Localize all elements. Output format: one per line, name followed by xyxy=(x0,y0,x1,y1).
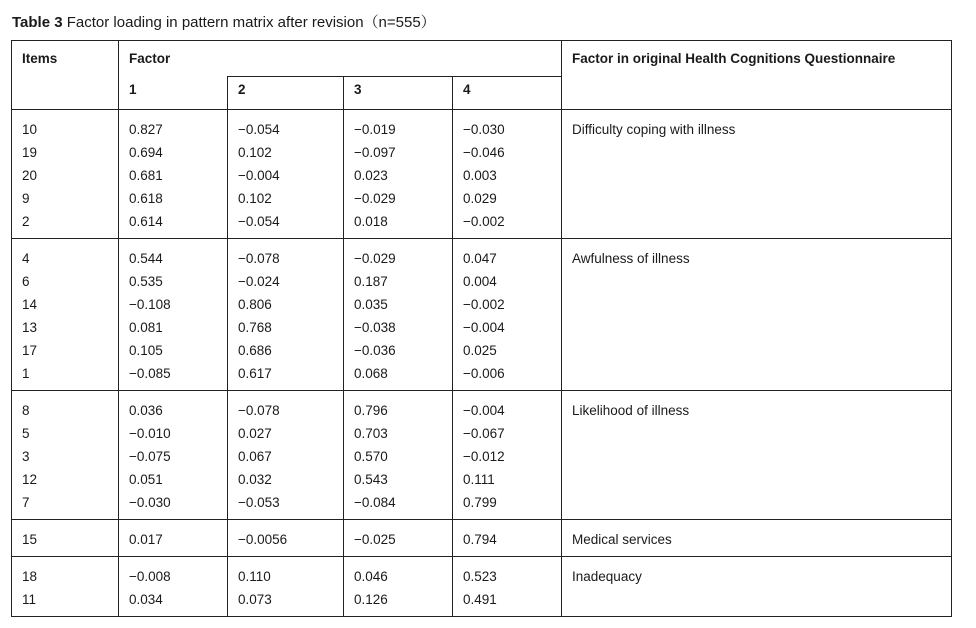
factor-2-cell xyxy=(228,239,344,391)
table-label: Table 3 xyxy=(12,14,63,31)
loading-value: 0.543 xyxy=(354,472,388,487)
loading-value: 0.029 xyxy=(463,191,497,206)
loading-value: −0.046 xyxy=(463,145,505,160)
loading-value: −0.010 xyxy=(129,426,171,441)
loading-value: −0.078 xyxy=(238,403,280,418)
item-number: 18 xyxy=(22,569,38,584)
loading-value: 0.686 xyxy=(238,343,272,358)
factor-1-cell xyxy=(119,110,228,239)
item-number: 1 xyxy=(22,366,30,381)
loading-value: −0.108 xyxy=(129,297,171,312)
item-number: 11 xyxy=(22,592,37,607)
loading-value: 0.535 xyxy=(129,274,163,289)
loading-value: −0.029 xyxy=(354,191,396,206)
factor-group-row xyxy=(12,239,952,391)
loading-value: 0.794 xyxy=(463,532,497,547)
loading-value: 0.827 xyxy=(129,122,163,137)
loading-value: 0.023 xyxy=(354,168,388,183)
factor-1-cell xyxy=(119,239,228,391)
original-factor-header: Factor in original Health Cognitions Questionnaire xyxy=(562,41,952,110)
loading-value: 0.126 xyxy=(354,592,388,607)
factor-4-header: 4 xyxy=(453,77,562,110)
item-cell xyxy=(12,520,119,557)
item-cell xyxy=(12,391,119,520)
loading-value: 0.570 xyxy=(354,449,388,464)
original-factor-name: Medical services xyxy=(572,532,672,547)
items-header: Items xyxy=(12,41,119,110)
item-number: 8 xyxy=(22,403,30,418)
loading-value: −0.075 xyxy=(129,449,171,464)
loading-value: −0.078 xyxy=(238,251,280,266)
loading-value: 0.032 xyxy=(238,472,272,487)
item-number: 20 xyxy=(22,168,38,183)
factor-1-header: 1 xyxy=(119,77,228,110)
factor-2-cell xyxy=(228,391,344,520)
loading-value: −0.036 xyxy=(354,343,396,358)
factor-4-cell xyxy=(453,520,562,557)
factor-4-cell xyxy=(453,391,562,520)
item-number: 10 xyxy=(22,122,38,137)
loading-value: −0.019 xyxy=(354,122,396,137)
loading-value: −0.008 xyxy=(129,569,171,584)
loading-value: −0.004 xyxy=(238,168,280,183)
table-title: Factor loading in pattern matrix after revision（n=555） xyxy=(66,14,436,31)
loading-value: −0.067 xyxy=(463,426,505,441)
loading-value: −0.029 xyxy=(354,251,396,266)
loading-value: 0.067 xyxy=(238,449,272,464)
original-factor-cell xyxy=(562,391,952,520)
factor-loading-table xyxy=(11,40,952,617)
loading-value: 0.110 xyxy=(238,569,271,584)
factor-1-cell xyxy=(119,557,228,617)
factor-2-cell xyxy=(228,557,344,617)
original-factor-name: Awfulness of illness xyxy=(572,251,690,266)
factor-2-cell xyxy=(228,520,344,557)
table-caption xyxy=(12,14,436,32)
factor-3-cell xyxy=(344,391,453,520)
loading-value: 0.036 xyxy=(129,403,163,418)
original-factor-cell xyxy=(562,110,952,239)
loading-value: 0.035 xyxy=(354,297,388,312)
factor-header: Factor xyxy=(119,41,562,77)
loading-value: 0.617 xyxy=(238,366,272,381)
loading-value: −0.002 xyxy=(463,297,505,312)
loading-value: −0.025 xyxy=(354,532,396,547)
loading-value: 0.073 xyxy=(238,592,272,607)
loading-value: 0.105 xyxy=(129,343,163,358)
loading-value: −0.038 xyxy=(354,320,396,335)
item-number: 5 xyxy=(22,426,30,441)
loading-value: 0.768 xyxy=(238,320,272,335)
loading-value: −0.053 xyxy=(238,495,280,510)
original-factor-name: Likelihood of illness xyxy=(572,403,690,418)
loading-value: 0.681 xyxy=(129,168,163,183)
original-factor-cell xyxy=(562,520,952,557)
loading-value: 0.046 xyxy=(354,569,388,584)
original-factor-cell xyxy=(562,557,952,617)
loading-value: −0.0056 xyxy=(238,532,288,547)
loading-value: −0.085 xyxy=(129,366,171,381)
factor-group-row xyxy=(12,520,952,557)
loading-value: 0.017 xyxy=(129,532,163,547)
loading-value: −0.054 xyxy=(238,214,280,229)
loading-value: 0.806 xyxy=(238,297,272,312)
loading-value: 0.799 xyxy=(463,495,497,510)
item-number: 19 xyxy=(22,145,38,160)
factor-1-cell xyxy=(119,520,228,557)
item-number: 14 xyxy=(22,297,38,312)
factor-1-cell xyxy=(119,391,228,520)
loading-value: −0.024 xyxy=(238,274,280,289)
item-number: 15 xyxy=(22,532,38,547)
factor-3-cell xyxy=(344,110,453,239)
item-number: 7 xyxy=(22,495,30,510)
loading-value: 0.102 xyxy=(238,145,272,160)
loading-value: 0.034 xyxy=(129,592,163,607)
item-number: 12 xyxy=(22,472,38,487)
original-factor-name: Inadequacy xyxy=(572,569,642,584)
item-number: 17 xyxy=(22,343,38,358)
item-cell xyxy=(12,110,119,239)
loading-value: 0.027 xyxy=(238,426,272,441)
item-number: 2 xyxy=(22,214,30,229)
loading-value: 0.703 xyxy=(354,426,388,441)
factor-group-row xyxy=(12,557,952,617)
item-number: 13 xyxy=(22,320,38,335)
factor-4-cell xyxy=(453,557,562,617)
factor-group-row xyxy=(12,391,952,520)
loading-value: −0.084 xyxy=(354,495,396,510)
loading-value: −0.004 xyxy=(463,320,505,335)
loading-value: 0.618 xyxy=(129,191,163,206)
loading-value: −0.012 xyxy=(463,449,505,464)
loading-value: 0.102 xyxy=(238,191,272,206)
original-factor-name: Difficulty coping with illness xyxy=(572,122,736,137)
factor-3-header: 3 xyxy=(344,77,453,110)
loading-value: −0.097 xyxy=(354,145,396,160)
loading-value: 0.025 xyxy=(463,343,497,358)
loading-value: 0.544 xyxy=(129,251,163,266)
loading-value: −0.054 xyxy=(238,122,280,137)
factor-3-cell xyxy=(344,239,453,391)
loading-value: −0.004 xyxy=(463,403,505,418)
original-factor-cell xyxy=(562,239,952,391)
factor-2-cell xyxy=(228,110,344,239)
loading-value: 0.018 xyxy=(354,214,388,229)
loading-value: 0.187 xyxy=(354,274,388,289)
factor-group-row xyxy=(12,110,952,239)
loading-value: 0.004 xyxy=(463,274,497,289)
loading-value: −0.002 xyxy=(463,214,505,229)
loading-value: −0.030 xyxy=(129,495,171,510)
loading-value: 0.081 xyxy=(129,320,163,335)
factor-4-cell xyxy=(453,239,562,391)
loading-value: 0.614 xyxy=(129,214,163,229)
loading-value: 0.796 xyxy=(354,403,388,418)
loading-value: −0.030 xyxy=(463,122,505,137)
loading-value: 0.051 xyxy=(129,472,163,487)
loading-value: −0.006 xyxy=(463,366,505,381)
loading-value: 0.068 xyxy=(354,366,388,381)
factor-3-cell xyxy=(344,520,453,557)
factor-3-cell xyxy=(344,557,453,617)
item-number: 6 xyxy=(22,274,30,289)
factor-2-header: 2 xyxy=(228,77,344,110)
item-number: 9 xyxy=(22,191,30,206)
loading-value: 0.694 xyxy=(129,145,163,160)
factor-4-cell xyxy=(453,110,562,239)
loading-value: 0.491 xyxy=(463,592,497,607)
loading-value: 0.047 xyxy=(463,251,497,266)
loading-value: 0.523 xyxy=(463,569,497,584)
item-cell xyxy=(12,239,119,391)
loading-value: 0.111 xyxy=(463,472,495,487)
item-cell xyxy=(12,557,119,617)
loading-value: 0.003 xyxy=(463,168,497,183)
item-number: 3 xyxy=(22,449,30,464)
item-number: 4 xyxy=(22,251,30,266)
